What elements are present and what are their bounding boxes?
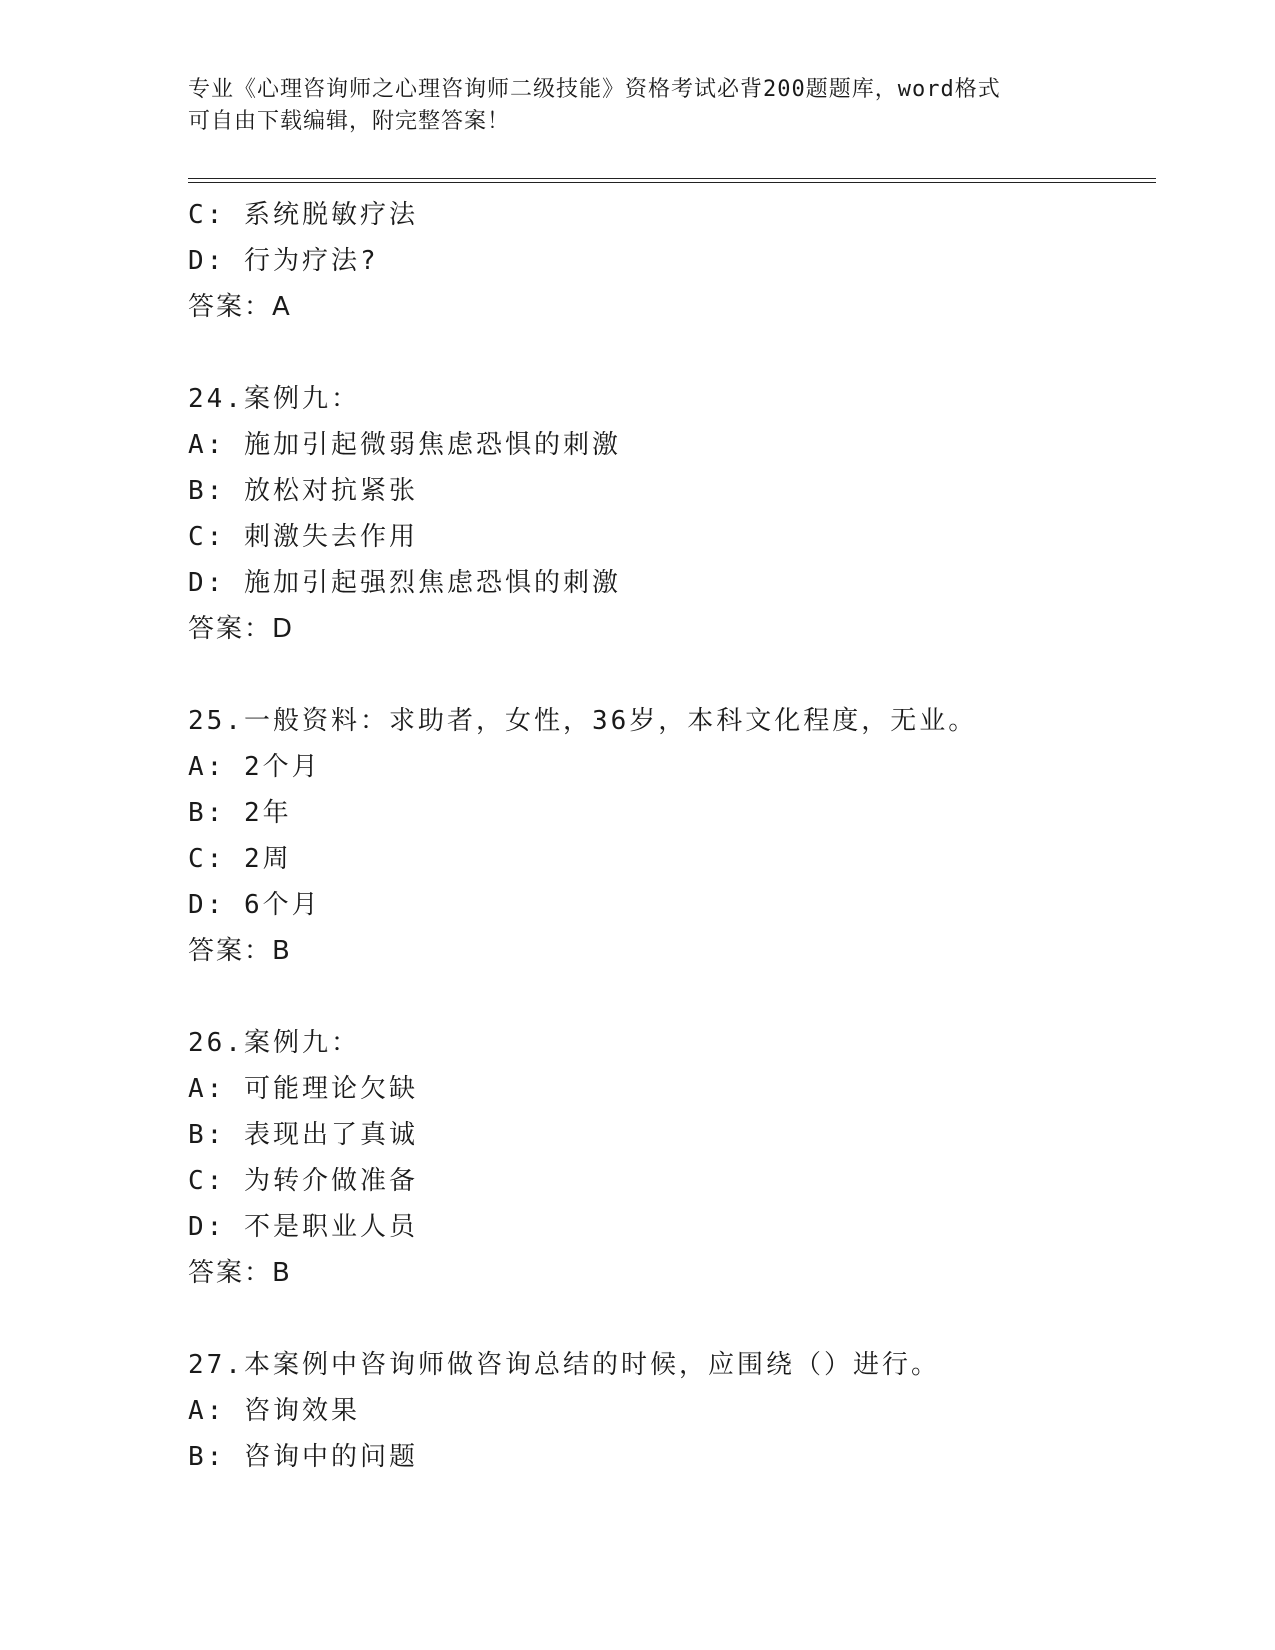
spacer: [188, 330, 1148, 376]
option-d: D: 不是职业人员: [188, 1212, 418, 1242]
option-c: C: 为转介做准备: [188, 1166, 418, 1196]
option-d: D: 行为疗法?: [188, 246, 379, 276]
spacer: [188, 1296, 1148, 1342]
option-c: C: 2周: [188, 844, 292, 874]
question-25: 25.一般资料：求助者，女性，36岁，本科文化程度，无业。: [188, 706, 978, 736]
option-a: A: 可能理论欠缺: [188, 1074, 418, 1104]
answer-line: 答案：B: [188, 936, 292, 966]
option-a: A: 咨询效果: [188, 1396, 360, 1426]
answer-line: 答案：A: [188, 292, 292, 322]
option-b: B: 2年: [188, 798, 292, 828]
question-26: 26.案例九：: [188, 1028, 360, 1058]
option-c: C: 刺激失去作用: [188, 522, 418, 552]
header-line-2: 可自由下载编辑，附完整答案！: [188, 109, 511, 134]
option-c: C: 系统脱敏疗法: [188, 200, 418, 230]
question-list: [188, 192, 1148, 1480]
option-b: B: 放松对抗紧张: [188, 476, 418, 506]
option-a: A: 施加引起微弱焦虑恐惧的刺激: [188, 430, 621, 460]
answer-line: 答案：D: [188, 614, 295, 644]
header-line-1: 专业《心理咨询师之心理咨询师二级技能》资格考试必背200题题库，word格式: [188, 77, 1001, 102]
option-b: B: 表现出了真诚: [188, 1120, 418, 1150]
question-24: 24.案例九：: [188, 384, 360, 414]
question-27: 27.本案例中咨询师做咨询总结的时候，应围绕（）进行。: [188, 1350, 940, 1380]
header-divider-top: [188, 178, 1156, 179]
option-a: A: 2个月: [188, 752, 321, 782]
option-b: B: 咨询中的问题: [188, 1442, 418, 1472]
option-d: D: 6个月: [188, 890, 321, 920]
option-d: D: 施加引起强烈焦虑恐惧的刺激: [188, 568, 621, 598]
spacer: [188, 974, 1148, 1020]
document-header: [188, 74, 1088, 138]
spacer: [188, 652, 1148, 698]
header-divider-bottom: [188, 182, 1156, 183]
answer-line: 答案：B: [188, 1258, 292, 1288]
